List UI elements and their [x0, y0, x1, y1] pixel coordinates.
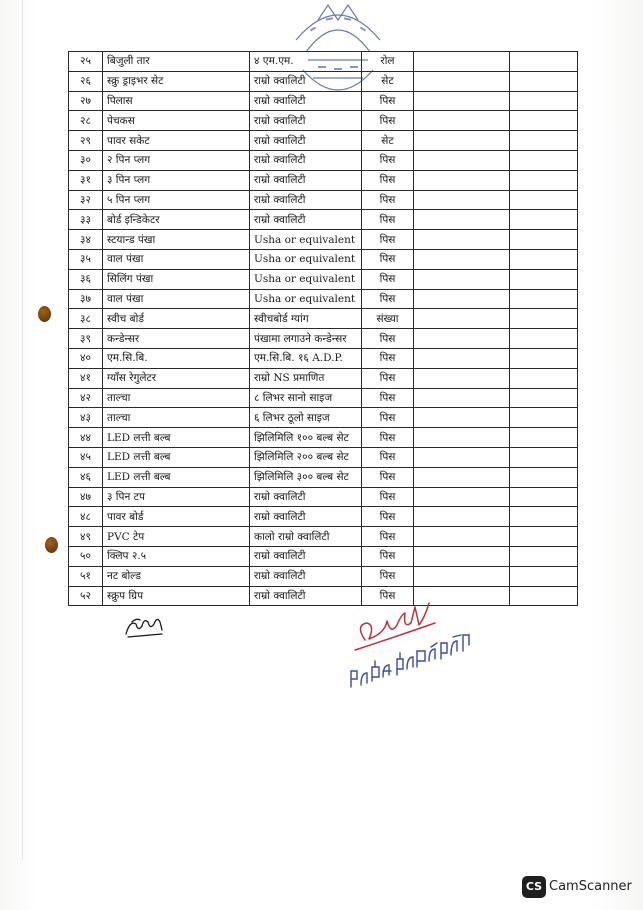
unit-cell: पिस	[362, 269, 414, 289]
item-name-cell: ३ पिन टप	[103, 487, 250, 507]
serial-number-cell: ४२	[69, 388, 103, 408]
serial-number-cell: ३१	[69, 170, 103, 190]
serial-number-cell: ३०	[69, 150, 103, 170]
specification-cell: राम्रो क्वालिटी	[250, 170, 362, 190]
item-name-cell: ५ पिन प्लग	[103, 190, 250, 210]
rate-cell	[510, 52, 578, 72]
item-name-cell: सिलिंग पंखा	[103, 269, 250, 289]
quantity-cell	[414, 408, 510, 428]
specification-cell: राम्रो क्वालिटी	[250, 131, 362, 151]
serial-number-cell: ४६	[69, 467, 103, 487]
table-row	[69, 329, 578, 349]
unit-cell: रोल	[362, 52, 414, 72]
unit-cell: पिस	[362, 566, 414, 586]
quantity-cell	[414, 309, 510, 329]
serial-number-cell: ३३	[69, 210, 103, 230]
table-row	[69, 170, 578, 190]
item-name-cell: पेचकस	[103, 111, 250, 131]
specification-cell: स्वीचबोर्ड ग्यांग	[250, 309, 362, 329]
unit-cell: पिस	[362, 368, 414, 388]
serial-number-cell: ५०	[69, 546, 103, 566]
unit-cell: पिस	[362, 388, 414, 408]
specification-cell: राम्रो क्वालिटी	[250, 190, 362, 210]
specification-cell: Usha or equivalent	[250, 269, 362, 289]
rate-cell	[510, 190, 578, 210]
specification-cell: झिलिमिलि १०० बल्ब सेट	[250, 428, 362, 448]
item-name-cell: LED लत्ती बल्ब	[103, 447, 250, 467]
unit-cell: पिस	[362, 467, 414, 487]
serial-number-cell: ५२	[69, 586, 103, 606]
rate-cell	[510, 170, 578, 190]
signature-and-stamp	[345, 595, 475, 695]
specification-cell: Usha or equivalent	[250, 289, 362, 309]
item-name-cell: स्वीच बोर्ड	[103, 309, 250, 329]
specification-cell: ४ एम.एम.	[250, 52, 362, 72]
rate-cell	[510, 467, 578, 487]
serial-number-cell: ४५	[69, 447, 103, 467]
specification-cell: राम्रो NS प्रमाणित	[250, 368, 362, 388]
item-name-cell: वाल पंखा	[103, 249, 250, 269]
item-name-cell: वाल पंखा	[103, 289, 250, 309]
serial-number-cell: ३९	[69, 329, 103, 349]
specification-cell: ८ लिभर सानो साइज	[250, 388, 362, 408]
item-name-cell: क्लिप २.५	[103, 546, 250, 566]
unit-cell: सेट	[362, 71, 414, 91]
table-row	[69, 210, 578, 230]
rate-cell	[510, 447, 578, 467]
quantity-cell	[414, 230, 510, 250]
serial-number-cell: २७	[69, 91, 103, 111]
rate-cell	[510, 487, 578, 507]
quantity-cell	[414, 150, 510, 170]
table-row	[69, 566, 578, 586]
quantity-cell	[414, 170, 510, 190]
specification-cell: पंखामा लगाउने कन्डेन्सर	[250, 329, 362, 349]
table-row	[69, 111, 578, 131]
serial-number-cell: २८	[69, 111, 103, 131]
table-row	[69, 527, 578, 547]
rate-cell	[510, 329, 578, 349]
materials-table	[68, 51, 578, 606]
item-name-cell: LED लत्ती बल्ब	[103, 428, 250, 448]
rate-cell	[510, 388, 578, 408]
table-row	[69, 586, 578, 606]
serial-number-cell: ५१	[69, 566, 103, 586]
table-row	[69, 428, 578, 448]
specification-cell: Usha or equivalent	[250, 230, 362, 250]
table-row	[69, 546, 578, 566]
unit-cell: पिस	[362, 91, 414, 111]
item-name-cell: २ पिन प्लग	[103, 150, 250, 170]
table-row	[69, 507, 578, 527]
camscanner-logo: CS	[522, 876, 546, 898]
rate-cell	[510, 546, 578, 566]
unit-cell: पिस	[362, 447, 414, 467]
item-name-cell: ताल्चा	[103, 388, 250, 408]
table-row	[69, 190, 578, 210]
serial-number-cell: ४०	[69, 348, 103, 368]
table-row	[69, 150, 578, 170]
quantity-cell	[414, 507, 510, 527]
specification-cell: राम्रो क्वालिटी	[250, 71, 362, 91]
specification-cell: Usha or equivalent	[250, 249, 362, 269]
specification-cell: राम्रो क्वालिटी	[250, 566, 362, 586]
specification-cell: राम्रो क्वालिटी	[250, 150, 362, 170]
quantity-cell	[414, 428, 510, 448]
rate-cell	[510, 348, 578, 368]
quantity-cell	[414, 348, 510, 368]
camscanner-watermark: CamScanner	[549, 879, 632, 894]
unit-cell: पिस	[362, 428, 414, 448]
rate-cell	[510, 131, 578, 151]
unit-cell: पिस	[362, 348, 414, 368]
unit-cell: पिस	[362, 586, 414, 606]
table-row	[69, 289, 578, 309]
serial-number-cell: ३८	[69, 309, 103, 329]
item-name-cell: एम.सि.बि.	[103, 348, 250, 368]
table-row	[69, 368, 578, 388]
quantity-cell	[414, 111, 510, 131]
rate-cell	[510, 507, 578, 527]
quantity-cell	[414, 91, 510, 111]
unit-cell: संख्या	[362, 309, 414, 329]
rate-cell	[510, 269, 578, 289]
item-name-cell: LED लत्ती बल्ब	[103, 467, 250, 487]
rate-cell	[510, 210, 578, 230]
table-row	[69, 269, 578, 289]
quantity-cell	[414, 249, 510, 269]
specification-cell: ६ लिभर ठूलो साइज	[250, 408, 362, 428]
item-name-cell: पावर बोर्ड	[103, 507, 250, 527]
item-name-cell: स्क्रु ड्राइभर सेट	[103, 71, 250, 91]
quantity-cell	[414, 527, 510, 547]
specification-cell: राम्रो क्वालिटी	[250, 586, 362, 606]
item-name-cell: बिजुली तार	[103, 52, 250, 72]
specification-cell: राम्रो क्वालिटी	[250, 546, 362, 566]
table-row	[69, 249, 578, 269]
unit-cell: पिस	[362, 111, 414, 131]
rate-cell	[510, 289, 578, 309]
rate-cell	[510, 230, 578, 250]
rate-cell	[510, 368, 578, 388]
serial-number-cell: ४३	[69, 408, 103, 428]
table-row	[69, 309, 578, 329]
serial-number-cell: ४९	[69, 527, 103, 547]
item-name-cell: पिलास	[103, 91, 250, 111]
rate-cell	[510, 566, 578, 586]
punch-hole-top	[38, 306, 51, 322]
serial-number-cell: ४४	[69, 428, 103, 448]
serial-number-cell: ४८	[69, 507, 103, 527]
unit-cell: पिस	[362, 487, 414, 507]
table-row	[69, 388, 578, 408]
table-row	[69, 131, 578, 151]
item-name-cell: ग्याँस रेगुलेटर	[103, 368, 250, 388]
table-row	[69, 230, 578, 250]
unit-cell: पिस	[362, 249, 414, 269]
unit-cell: पिस	[362, 230, 414, 250]
rate-cell	[510, 408, 578, 428]
unit-cell: पिस	[362, 546, 414, 566]
rate-cell	[510, 91, 578, 111]
table-row	[69, 487, 578, 507]
quantity-cell	[414, 388, 510, 408]
item-name-cell: PVC टेप	[103, 527, 250, 547]
item-name-cell: कन्डेन्सर	[103, 329, 250, 349]
quantity-cell	[414, 329, 510, 349]
quantity-cell	[414, 210, 510, 230]
quantity-cell	[414, 447, 510, 467]
unit-cell: पिस	[362, 527, 414, 547]
item-name-cell: स्टयान्ड पंखा	[103, 230, 250, 250]
serial-number-cell: ४१	[69, 368, 103, 388]
quantity-cell	[414, 71, 510, 91]
initials-signature	[122, 610, 168, 640]
item-name-cell: ताल्चा	[103, 408, 250, 428]
specification-cell: राम्रो क्वालिटी	[250, 111, 362, 131]
item-name-cell: ३ पिन प्लग	[103, 170, 250, 190]
unit-cell: पिस	[362, 210, 414, 230]
unit-cell: पिस	[362, 329, 414, 349]
specification-cell: कालो राम्रो क्वालिटी	[250, 527, 362, 547]
punch-hole-bottom	[45, 537, 58, 553]
table-row	[69, 467, 578, 487]
specification-cell: राम्रो क्वालिटी	[250, 507, 362, 527]
item-name-cell: बोर्ड इन्डिकेटर	[103, 210, 250, 230]
item-name-cell: नट बोल्ड	[103, 566, 250, 586]
table-row	[69, 71, 578, 91]
page-edge	[22, 0, 23, 860]
rate-cell	[510, 249, 578, 269]
quantity-cell	[414, 467, 510, 487]
serial-number-cell: २५	[69, 52, 103, 72]
serial-number-cell: २६	[69, 71, 103, 91]
quantity-cell	[414, 269, 510, 289]
unit-cell: पिस	[362, 507, 414, 527]
table-row	[69, 447, 578, 467]
unit-cell: पिस	[362, 150, 414, 170]
quantity-cell	[414, 52, 510, 72]
rate-cell	[510, 309, 578, 329]
specification-cell: झिलिमिलि २०० बल्ब सेट	[250, 447, 362, 467]
serial-number-cell: ३७	[69, 289, 103, 309]
rate-cell	[510, 428, 578, 448]
serial-number-cell: २९	[69, 131, 103, 151]
quantity-cell	[414, 289, 510, 309]
table-row	[69, 52, 578, 72]
specification-cell: राम्रो क्वालिटी	[250, 91, 362, 111]
quantity-cell	[414, 131, 510, 151]
table-row	[69, 348, 578, 368]
item-name-cell: पावर सकेट	[103, 131, 250, 151]
serial-number-cell: ३४	[69, 230, 103, 250]
rate-cell	[510, 150, 578, 170]
rate-cell	[510, 527, 578, 547]
rate-cell	[510, 71, 578, 91]
serial-number-cell: ३६	[69, 269, 103, 289]
unit-cell: पिस	[362, 289, 414, 309]
unit-cell: पिस	[362, 170, 414, 190]
specification-cell: झिलिमिलि ३०० बल्ब सेट	[250, 467, 362, 487]
quantity-cell	[414, 487, 510, 507]
unit-cell: सेट	[362, 131, 414, 151]
quantity-cell	[414, 566, 510, 586]
quantity-cell	[414, 190, 510, 210]
table-row	[69, 408, 578, 428]
unit-cell: पिस	[362, 190, 414, 210]
specification-cell: राम्रो क्वालिटी	[250, 210, 362, 230]
rate-cell	[510, 111, 578, 131]
quantity-cell	[414, 546, 510, 566]
item-name-cell: स्क्रुप ग्रिप	[103, 586, 250, 606]
serial-number-cell: ४७	[69, 487, 103, 507]
rate-cell	[510, 586, 578, 606]
serial-number-cell: ३२	[69, 190, 103, 210]
specification-cell: राम्रो क्वालिटी	[250, 487, 362, 507]
table-row	[69, 91, 578, 111]
unit-cell: पिस	[362, 408, 414, 428]
specification-cell: एम.सि.बि. १६ A.D.P.	[250, 348, 362, 368]
serial-number-cell: ३५	[69, 249, 103, 269]
quantity-cell	[414, 368, 510, 388]
